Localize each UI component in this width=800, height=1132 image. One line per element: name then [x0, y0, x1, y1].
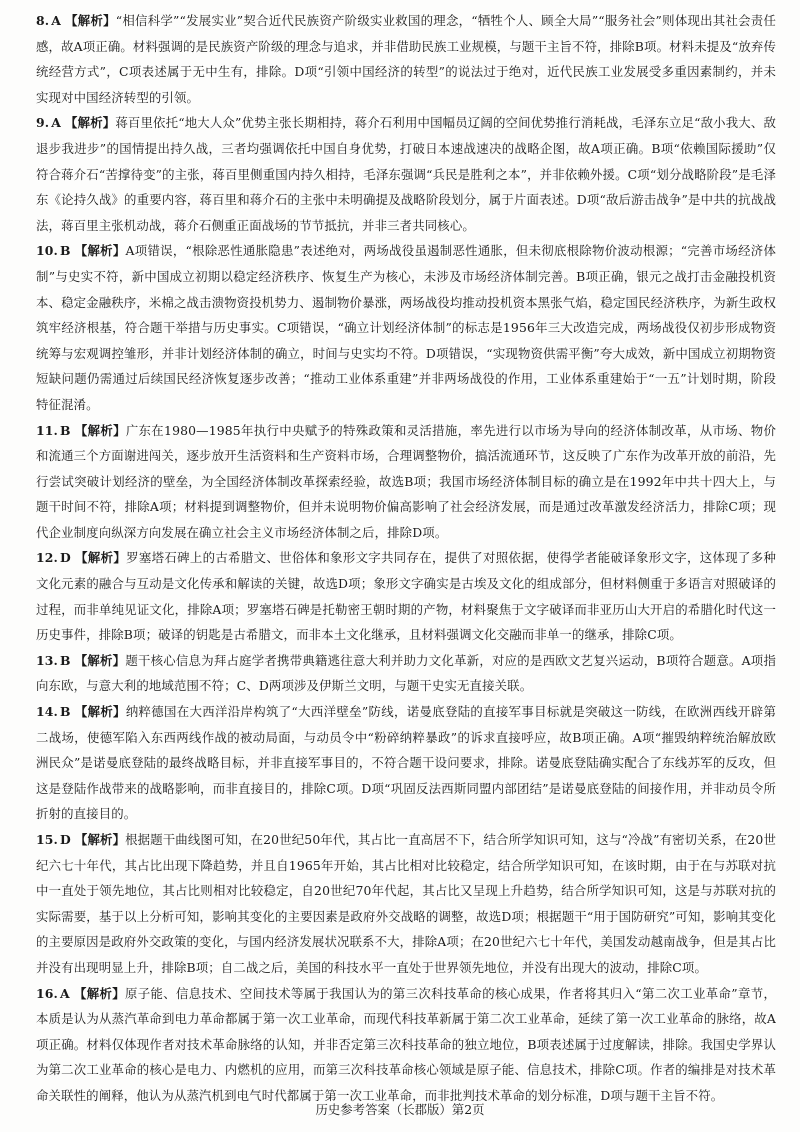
question-number: 15.	[36, 832, 59, 847]
analysis-tag: 【解析】	[74, 652, 126, 668]
answer-item-13	[36, 648, 776, 699]
analysis-tag: 【解析】	[74, 704, 126, 720]
answer-choice: D	[60, 832, 71, 847]
answer-item-15	[36, 827, 776, 981]
analysis-tag: 【解析】	[65, 13, 116, 28]
answer-choice: B	[60, 422, 71, 438]
answer-choice: A	[51, 115, 62, 131]
answer-list	[36, 8, 776, 1109]
analysis-text: “相信科学”“发展实业”契合近代民族资产阶级实业救国的理念，“牺牲个人、顾全大局”“服务社会”则体现出其社会责任感，故A项正确。材料强调的是民族资产阶级的理念与追求，并非借助民族工业规模，与题干主旨不符，排除B项。材料未提及“放弃传统经营方式”，C项表述属于无中生有，排除。D项“引领中国经济的转型”的说法过于绝对，近代民族工业发展受多重因素制约，并未实现对中国经济转型的引领。	[36, 13, 776, 105]
analysis-text: 题干核心信息为拜占庭学者携带典籍逃往意大利并助力文化革新，对应的是西欧文艺复兴运动，B项符合题意。A项指向东欧，与意大利的地域范围不符；C、D两项涉及伊斯兰文明，与题干史实无直接关联。	[36, 652, 776, 694]
page-footer: 历史参考答案（长郡版）第2页	[315, 1102, 485, 1117]
question-number: 16.	[36, 985, 59, 1001]
answer-item-16	[36, 981, 776, 1109]
analysis-tag: 【解析】	[74, 832, 126, 847]
question-number: 13.	[36, 652, 59, 668]
answer-item-9	[36, 110, 776, 238]
analysis-text: 广东在1980—1985年执行中央赋予的特殊政策和灵活措施，率先进行以市场为导向的经济体制改革，从市场、物价和流通三个方面谢进闯关，逐步放开生活资料和生产资料市场，合理调整物价，搞活流通环节，这反映了广东作为改革开放的前沿，先行尝试突破计划经济的壁垒，为全国经济体制改革探索经验，故选B项；我国市场经济体制目标的确立是在1992年中共十四大上，与题干时间不符，排除A项；材料提到调整物价，但并未说明物价偏高影响了社会经济发展，而是通过改革激发经济活力，排除C项；现代企业制度向纵深方向发展在确立社会主义市场经济体制之后，排除D项。	[36, 422, 776, 540]
question-number: 10.	[36, 243, 59, 259]
answer-choice: B	[60, 652, 71, 668]
answer-choice: A	[51, 13, 62, 28]
answer-item-12	[36, 545, 776, 647]
analysis-text: 原子能、信息技术、空间技术等属于我国认为的第三次科技革命的核心成果，作者将其归入“第二次工业革命”章节，本质是认为从蒸汽革命到电力革命都属于第一次工业革命，而现代科技革新属于第二次工业革命，延续了第一次工业革命的脉络，故A项正确。材料仅体现作者对技术革命脉络的认知，并非否定第三次科技革命的独立地位，B项表述属于过度解读，排除。我国史学界认为第二次工业革命的核心是电力、内燃机的应用，而第三次科技革命核心领域是原子能、信息技术，排除C项。作者的编排是对技术革命关联性的阐释，他认为从蒸汽机到电气时代都属于第一次工业革命，而非批判技术革命的划分标准，D项与题干主旨不符。	[36, 985, 777, 1103]
question-number: 8.	[36, 13, 50, 28]
question-number: 9.	[36, 115, 50, 131]
analysis-text: 根据题干曲线图可知，在20世纪50年代，其占比一直高居不下，结合所学知识可知，这与“冷战”有密切关系，在20世纪六七十年代，其占比出现下降趋势，并且自1965年开始，其占比相对比较稳定，结合所学知识可知，在该时期，由于在与苏联对抗中一直处于领先地位，其占比则相对比较稳定，自20世纪70年代起，其占比又呈现上升趋势，结合所学知识可知，这是与苏联对抗的实际需要，基于以上分析可知，影响其变化的主要因素是政府外交战略的调整，故选D项；根据题干“用于国防研究”可知，影响其变化的主要原因是政府外交政策的变化，与国内经济发展状况联系不大，排除A项；在20世纪六七十年代，美国发动越南战争，但是其占比并没有出现明显上升，排除B项；自二战之后，美国的科技水平一直处于世界领先地位，并没有出现大的波动，排除C项。	[36, 832, 777, 975]
answer-item-10	[36, 238, 776, 417]
analysis-text: 纳粹德国在大西洋沿岸构筑了“大西洋壁垒”防线，诺曼底登陆的直接军事目标就是突破这一防线，在欧洲西线开辟第二战场，使德军陷入东西两线作战的被动局面，与动员令中“粉碎纳粹暴政”的诉求直接呼应，故B项正确。A项“摧毁纳粹统治解放欧洲民众”是诺曼底登陆的最终战略目标，并非直接军事目的，不符合题干设问要求，排除。诺曼底登陆确实配合了东线苏军的反攻，但这是登陆作战带来的战略影响，而非直接目的，排除C项。D项“巩固反法西斯同盟内部团结”是诺曼底登陆的间接作用，并非动员令所折射的直接目的。	[36, 704, 777, 822]
analysis-tag: 【解析】	[74, 550, 127, 566]
analysis-text: 罗塞塔石碑上的古希腊文、世俗体和象形文字共同存在，提供了对照依据，使得学者能破译象形文字，这体现了多种文化元素的融合与互动是文化传承和解读的关键，故选D项；象形文字确实是古埃及文化的组成部分，但材料侧重于多语言对照破译的过程，而非单纯见证文化，排除A项；罗塞塔石碑是托勒密王朝时期的产物，材料聚焦于文字破译而非亚历山大开启的希腊化时代这一历史事件，排除B项；破译的钥匙是古希腊文，而非本土文化继承，且材料强调文化交融而非单一的继承，排除C项。	[36, 550, 776, 643]
analysis-tag: 【解析】	[73, 985, 126, 1001]
answer-item-14	[36, 699, 776, 827]
analysis-tag: 【解析】	[65, 115, 116, 131]
answer-choice: B	[60, 243, 71, 259]
answer-choice: D	[60, 550, 71, 566]
answer-item-11	[36, 418, 776, 546]
question-number: 11.	[36, 422, 59, 438]
analysis-tag: 【解析】	[74, 422, 126, 438]
analysis-tag: 【解析】	[74, 243, 126, 259]
analysis-text: A项错误，“根除恶性通胀隐患”表述绝对，两场战役虽遏制恶性通胀，但未彻底根除物价波动根源；“完善市场经济体制”与史实不符，新中国成立初期以稳定经济秩序、恢复生产为核心，未涉及市场经济体制完善。B项正确，银元之战打击金融投机资本、稳定金融秩序，米棉之战击溃物资投机势力、遏制物价暴涨，两场战役均推动投机资本黑张气焰，稳定国民经济秩序，为新生政权筑牢经济根基，符合题干举措与历史事实。C项错误，“确立计划经济体制”的标志是1956年三大改造完成，两场战役仅初步形成物资统筹与宏观调控雏形，并非计划经济体制的确立，时间与史实均不符。D项错误，“实现物资供需平衡”夸大成效，新中国成立初期物资短缺问题仍需通过后续国民经济恢复逐步改善；“推动工业体系重建”并非两场战役的作用，工业体系重建始于“一五”计划时期，阶段特征混淆。	[36, 243, 776, 412]
analysis-text: 蒋百里依托“地大人众”优势主张长期相持，蒋介石利用中国幅员辽阔的空间优势推行消耗战，毛泽东立足“敌小我大、敌退步我进步”的国情提出持久战，三者均强调依托中国自身优势，打破日本速战速决的战略企图，故A项正确。B项“依赖国际援助”仅符合蒋介石“苦撑待变”的主张，蒋百里侧重国内持久相持，毛泽东强调“兵民是胜利之本”，并非依赖外援。C项“划分战略阶段”是毛泽东《论持久战》的重要内容，蒋百里和蒋介石的主张中未明确提及战略阶段划分，属于片面表述。D项“敌后游击战争”是中共的抗战战法，蒋百里主张机动战，蒋介石侧重正面战场的节节抵抗，并非三者共同核心。	[36, 115, 776, 233]
answer-choice: B	[60, 704, 71, 720]
answer-choice: A	[60, 985, 70, 1001]
question-number: 12.	[36, 550, 59, 566]
answer-item-8	[36, 8, 776, 110]
question-number: 14.	[36, 704, 59, 720]
